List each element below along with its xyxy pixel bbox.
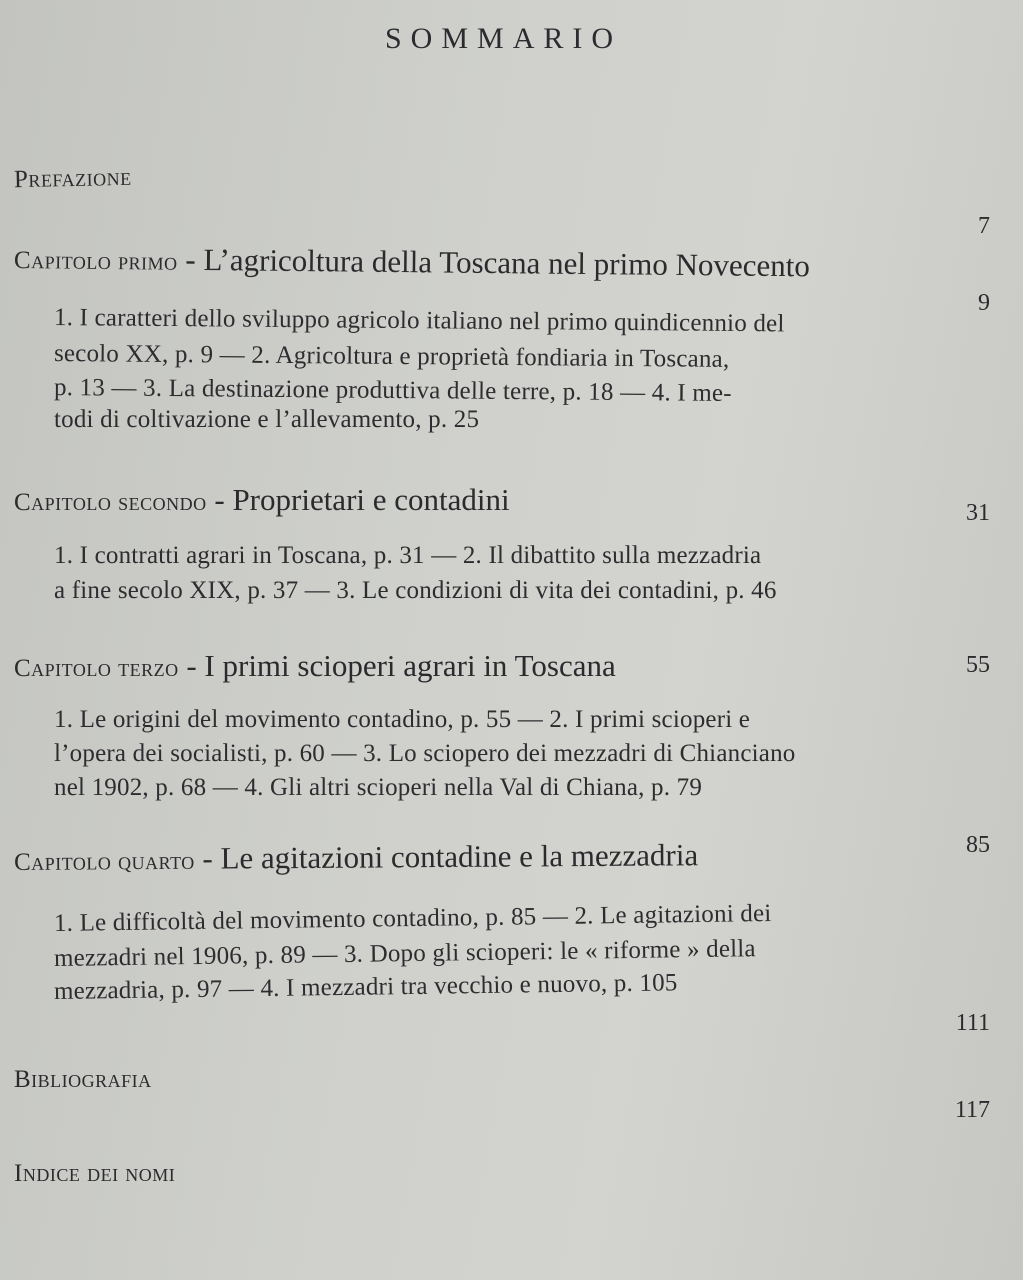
- chapter-2-title: Proprietari e contadini: [232, 482, 510, 517]
- chapter-4-separator: -: [194, 840, 221, 876]
- chapter-1-page-number: 9: [978, 290, 990, 316]
- chapter-4-page-number: 85: [966, 832, 990, 858]
- chapter-1-line-2: secolo XX, p. 9 — 2. Agricoltura e proprietà fondiaria in Toscana,: [53, 340, 730, 373]
- indice-page-number: 117: [954, 1097, 990, 1123]
- chapter-4-label: Capitolo quarto: [13, 847, 195, 876]
- chapter-1-line-1: 1. I caratteri dello sviluppo agricolo italiano nel primo quindicennio del: [53, 304, 785, 338]
- chapter-1-heading: [14, 240, 810, 284]
- chapter-2-page-number: 31: [966, 500, 990, 526]
- chapter-3-line-3: nel 1902, p. 68 — 4. Gli altri scioperi nella Val di Chiana, p. 79: [54, 774, 703, 801]
- page-title: SOMMARIO: [385, 22, 623, 55]
- bibliografia-page-number: 111: [955, 1010, 990, 1036]
- chapter-2-label: Capitolo secondo: [14, 489, 207, 516]
- chapter-4-line-3: mezzadria, p. 97 — 4. I mezzadri tra vecchio e nuovo, p. 105: [53, 969, 678, 1005]
- chapter-3-heading: [14, 648, 616, 684]
- chapter-1-line-3: p. 13 — 3. La destinazione produttiva delle terre, p. 18 — 4. I me-: [53, 374, 732, 407]
- prefazione-page-number: 7: [978, 213, 990, 239]
- chapter-1-separator: -: [177, 241, 204, 277]
- chapter-1-line-4: todi di coltivazione e l’allevamento, p. 25: [54, 406, 480, 433]
- chapter-2-heading: [14, 482, 510, 518]
- indice-label: Indice dei nomi: [14, 1160, 176, 1187]
- chapter-3-label: Capitolo terzo: [14, 655, 179, 682]
- chapter-2-line-2: a fine secolo XIX, p. 37 — 3. Le condizioni di vita dei contadini, p. 46: [54, 577, 777, 604]
- chapter-3-line-1: 1. Le origini del movimento contadino, p. 55 — 2. I primi scioperi e: [54, 706, 751, 733]
- chapter-2-line-1: 1. I contratti agrari in Toscana, p. 31 — 2. Il dibattito sulla mezzadria: [54, 542, 762, 569]
- chapter-1-label: Capitolo primo: [13, 247, 178, 276]
- chapter-2-separator: -: [206, 482, 233, 517]
- chapter-3-title: I primi scioperi agrari in Toscana: [204, 648, 616, 683]
- chapter-3-page-number: 55: [966, 652, 990, 678]
- chapter-3-separator: -: [178, 648, 205, 683]
- chapter-4-line-2: mezzadri nel 1906, p. 89 — 3. Dopo gli scioperi: le « riforme » della: [53, 935, 756, 972]
- prefazione-label: Prefazione: [13, 163, 132, 194]
- chapter-4-line-1: 1. Le difficoltà del movimento contadino, p. 85 — 2. Le agitazioni dei: [53, 899, 772, 937]
- chapter-1-title: L’agricoltura della Toscana nel primo Novecento: [203, 241, 811, 284]
- chapter-4-title: Le agitazioni contadine e la mezzadria: [220, 837, 699, 876]
- chapter-4-heading: [14, 837, 698, 878]
- bibliografia-label: Bibliografia: [14, 1066, 152, 1093]
- chapter-3-line-2: l’opera dei socialisti, p. 60 — 3. Lo sciopero dei mezzadri di Chianciano: [54, 740, 796, 767]
